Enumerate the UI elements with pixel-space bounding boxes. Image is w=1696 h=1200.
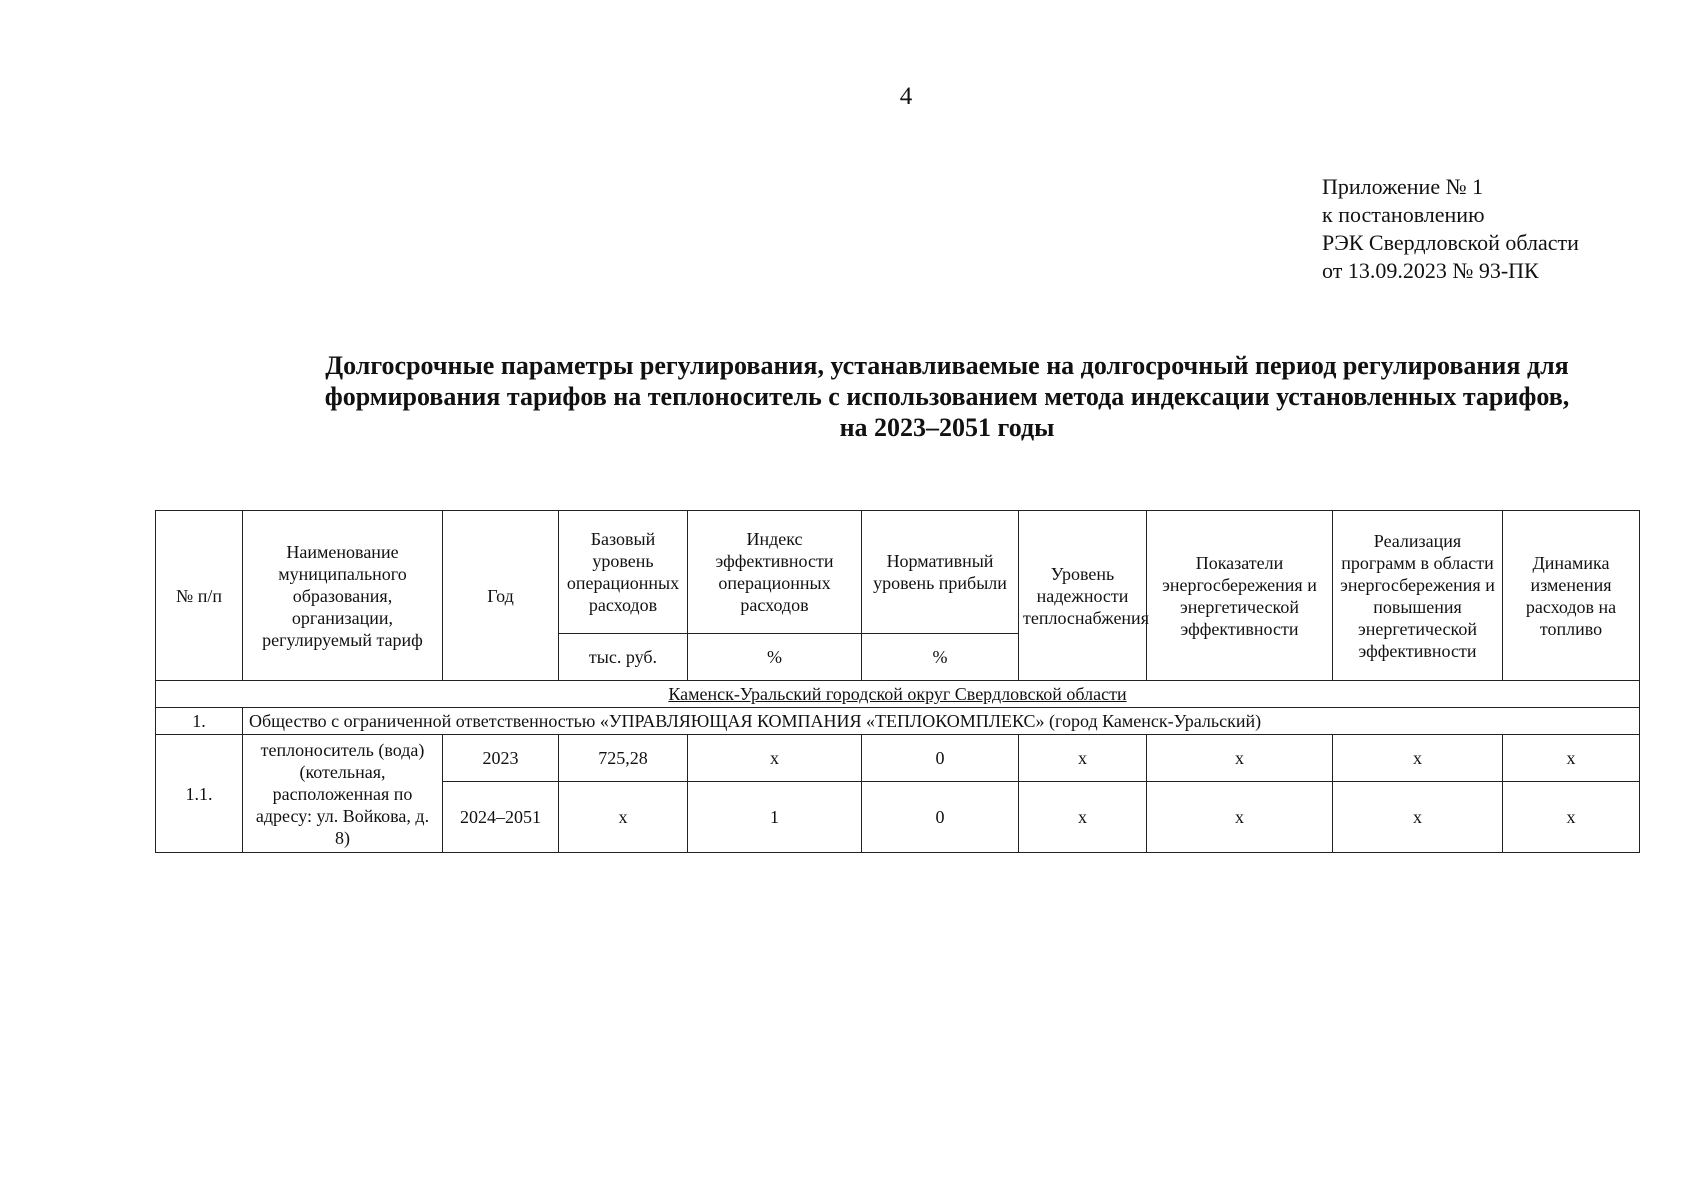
- page-number: 4: [899, 83, 913, 110]
- cell-year: 2024–2051: [443, 782, 559, 853]
- cell-reliability: x: [1019, 735, 1147, 782]
- cell-reliability: x: [1019, 782, 1147, 853]
- appendix-note: [1322, 173, 1579, 285]
- cell-energy-programs: x: [1333, 735, 1503, 782]
- item-name: теплоноситель (вода) (котельная, расположенная по адресу: ул. Войкова, д. 8): [243, 735, 443, 853]
- appendix-line: РЭК Свердловской области: [1322, 230, 1579, 255]
- header-fuel-dynamics: Динамика изменения расходов на топливо: [1503, 511, 1640, 681]
- header-energy-programs: Реализация программ в области энергосбережения и повышения энергетической эффективности: [1333, 511, 1503, 681]
- title-line: Долгосрочные параметры регулирования, устанавливаемые на долгосрочный период регулирования для: [325, 351, 1569, 380]
- item-num: 1.1.: [156, 735, 243, 853]
- section-title: Каменск-Уральский городской округ Свердловской области: [156, 681, 1640, 708]
- header-efficiency-index: Индекс эффективности операционных расходов: [688, 511, 862, 634]
- header-base-opex: Базовый уровень операционных расходов: [559, 511, 688, 634]
- organization-num: 1.: [156, 708, 243, 735]
- appendix-line: к постановлению: [1322, 202, 1485, 227]
- organization-name: Общество с ограниченной ответственностью «УПРАВЛЯЮЩАЯ КОМПАНИЯ «ТЕПЛОКОМПЛЕКС» (город Каменск-Уральский): [243, 708, 1640, 735]
- cell-efficiency-index: 1: [688, 782, 862, 853]
- cell-normative-profit: 0: [862, 735, 1019, 782]
- unit-efficiency-index: %: [688, 634, 862, 681]
- header-energy-indicators: Показатели энергосбережения и энергетической эффективности: [1147, 511, 1333, 681]
- title-line: формирования тарифов на теплоноситель с использованием метода индексации установленных тарифов,: [324, 382, 1570, 411]
- section-row: [156, 681, 1640, 708]
- table-row: [156, 735, 1640, 782]
- header-num: № п/п: [156, 511, 243, 681]
- title-line: на 2023–2051 годы: [839, 413, 1055, 442]
- cell-efficiency-index: x: [688, 735, 862, 782]
- cell-energy-indicators: x: [1147, 735, 1333, 782]
- appendix-line: Приложение № 1: [1322, 174, 1484, 199]
- unit-normative-profit: %: [862, 634, 1019, 681]
- parameters-table: [155, 510, 1640, 853]
- cell-base-opex: 725,28: [559, 735, 688, 782]
- cell-fuel-dynamics: x: [1503, 735, 1640, 782]
- header-name: Наименование муниципального образования, организации, регулируемый тариф: [243, 511, 443, 681]
- cell-energy-indicators: x: [1147, 782, 1333, 853]
- cell-energy-programs: x: [1333, 782, 1503, 853]
- cell-fuel-dynamics: x: [1503, 782, 1640, 853]
- organization-row: [156, 708, 1640, 735]
- cell-year: 2023: [443, 735, 559, 782]
- cell-base-opex: x: [559, 782, 688, 853]
- header-row: [156, 511, 1640, 634]
- header-normative-profit: Нормативный уровень прибыли: [862, 511, 1019, 634]
- unit-base-opex: тыс. руб.: [559, 634, 688, 681]
- header-reliability: Уровень надежности теплоснабжения: [1019, 511, 1147, 681]
- cell-normative-profit: 0: [862, 782, 1019, 853]
- document-title: [262, 350, 1632, 443]
- appendix-line: от 13.09.2023 № 93-ПК: [1322, 258, 1539, 283]
- header-year: Год: [443, 511, 559, 681]
